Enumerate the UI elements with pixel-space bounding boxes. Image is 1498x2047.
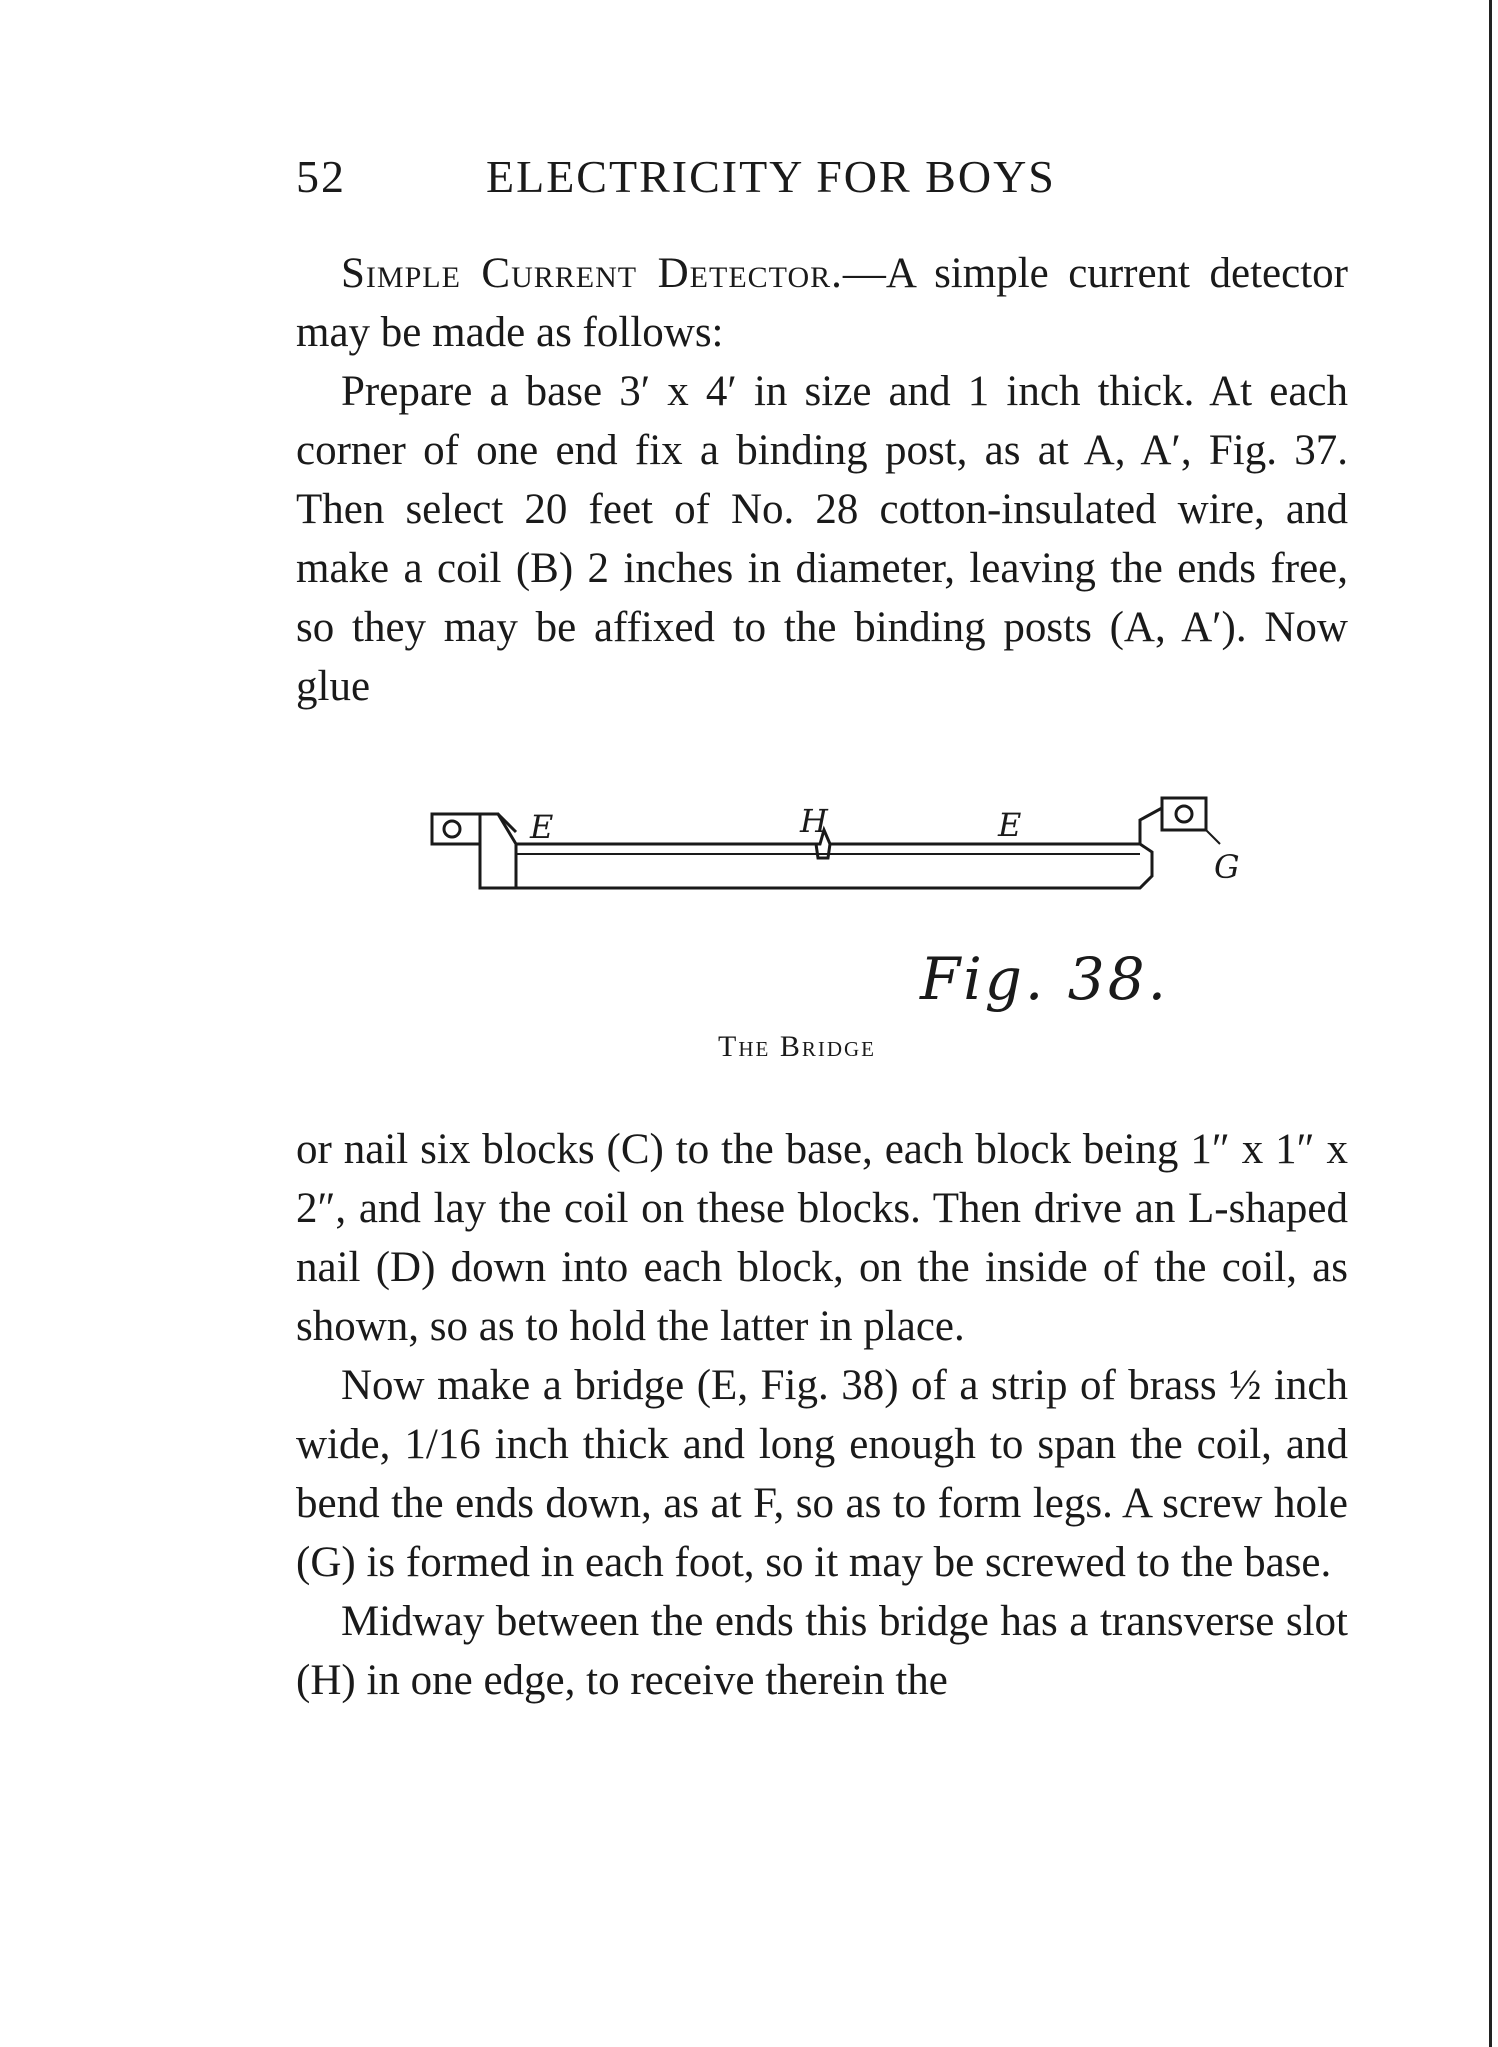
section-heading: Simple Current Detector. bbox=[341, 250, 843, 297]
paragraph-base: Prepare a base 3′ x 4′ in size and 1 inch thick. At each corner of one end fix a binding post, as at A, A′, Fig. 37. Then select 20 feet of No. 28 cotton-insulated wire, and make a coil (B) 2 inches in diameter, leaving the ends free, so they may be affixed to the binding posts (A, A′). Now glue bbox=[296, 368, 1348, 710]
left-screw-hole bbox=[444, 821, 460, 837]
page-header bbox=[296, 150, 1346, 210]
label-e-right: E bbox=[998, 806, 1022, 844]
label-h: H bbox=[800, 802, 828, 840]
page-edge bbox=[1489, 0, 1492, 2047]
paragraph-blocks: or nail six blocks (C) to the base, each block being 1″ x 1″ x 2″, and lay the coil on these blocks. Then drive an L-shaped nail (D) down into each block, on the inside of the coil, as shown, so as to hold the latter in place. bbox=[296, 1126, 1348, 1350]
figure-label: Fig. 38. bbox=[920, 945, 1170, 1013]
bridge-top-edge bbox=[516, 830, 1140, 844]
bridge-figure bbox=[420, 780, 1240, 930]
text-block-bottom bbox=[296, 1120, 1348, 1710]
paragraph-bridge: Now make a bridge (E, Fig. 38) of a strip of brass ½ inch wide, 1/16 inch thick and long enough to span the coil, and bend the ends down, as at F, so as to form legs. A screw hole (G) is formed in each foot, so it may be screwed to the base. bbox=[296, 1362, 1348, 1586]
g-leader-line bbox=[1206, 830, 1220, 844]
text-block-top bbox=[296, 244, 1348, 716]
paragraph-slot: Midway between the ends this bridge has a transverse slot (H) in one edge, to receive therein the bbox=[296, 1598, 1348, 1704]
bridge-bottom-edge bbox=[516, 844, 1152, 888]
paragraph-intro bbox=[296, 244, 1348, 362]
right-foot bbox=[1162, 798, 1206, 830]
left-foot bbox=[432, 814, 480, 844]
right-leg bbox=[1140, 808, 1162, 844]
label-g: G bbox=[1214, 848, 1240, 886]
page-number: 52 bbox=[296, 151, 346, 202]
intro-text: —A simple current detector may be made as follows: bbox=[296, 250, 1348, 356]
slot-h bbox=[816, 844, 830, 858]
right-screw-hole bbox=[1176, 806, 1192, 822]
label-e-left: E bbox=[530, 808, 554, 846]
figure-caption: The Bridge bbox=[718, 1030, 876, 1063]
running-head: ELECTRICITY FOR BOYS bbox=[486, 151, 1056, 202]
